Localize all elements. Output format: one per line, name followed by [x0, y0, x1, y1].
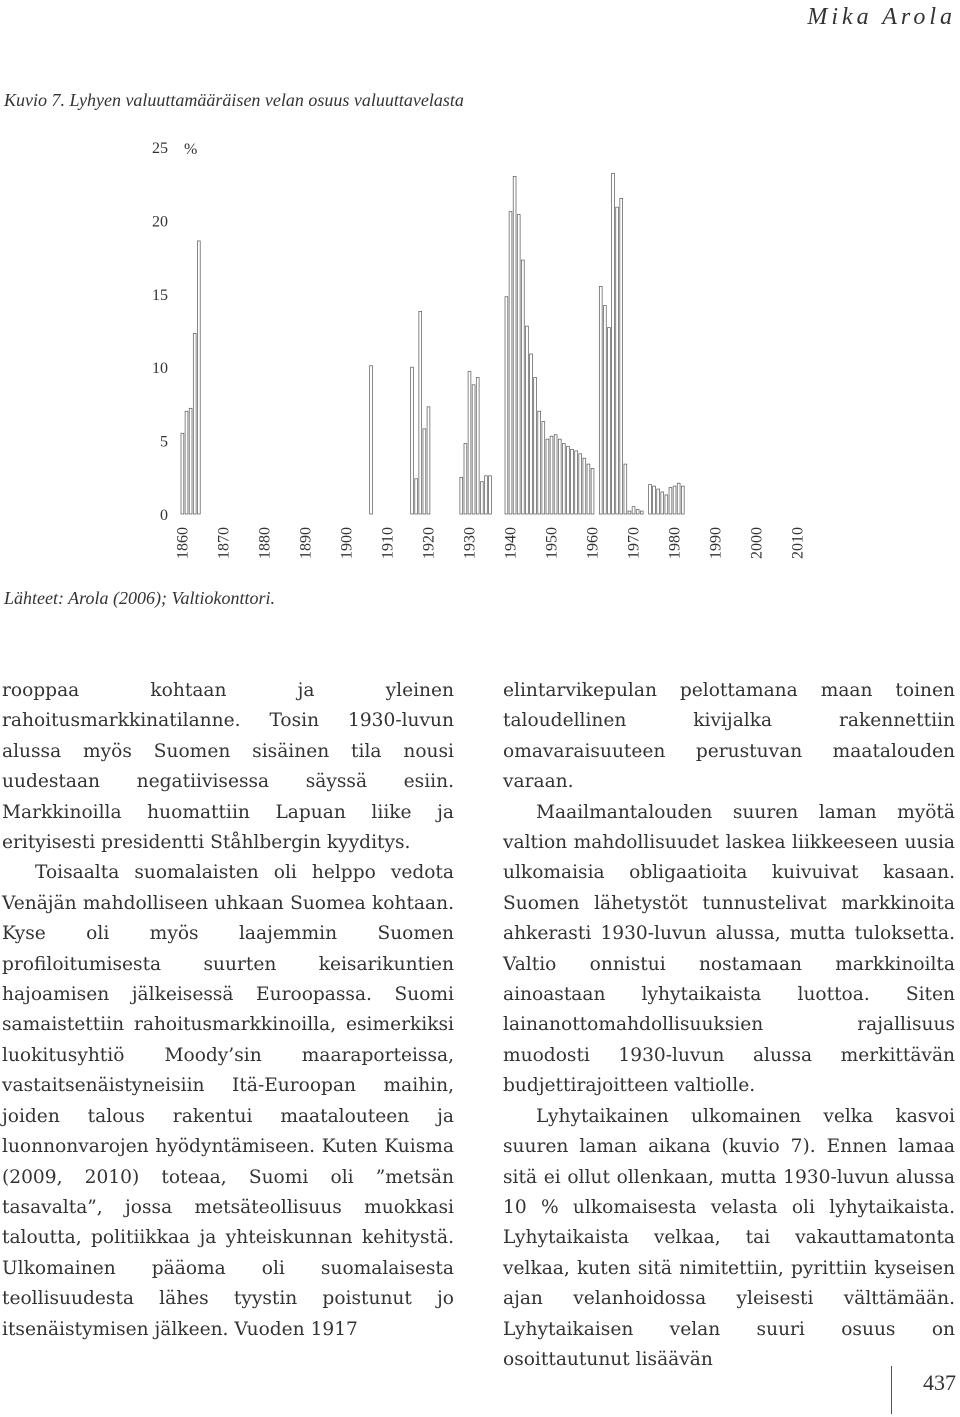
bar [661, 492, 664, 514]
bar [476, 377, 479, 514]
bar [542, 422, 545, 514]
bar [599, 286, 602, 514]
bar [632, 507, 635, 514]
y-tick-label: 10 [152, 360, 168, 378]
page-number: 437 [923, 1370, 956, 1395]
x-tick-label: 1860 [174, 527, 192, 559]
bar [591, 468, 594, 514]
paragraph: Maailmantalouden suuren laman myötä valtion mahdollisuudet laskea liikkeeseen uusia ulkomaisia obligaatioita kuivuivat kasaan. Suomen lähetystöt tunnustelivat markkinoita ahkerasti 1930-luvun alussa, mutta tuloksetta. Valtio onnistui nostamaan markkinoilta ainoastaan lyhytaikaista luottoa. Siten lainanottomahdollisuuksien rajallisuus muodosti 1930-luvun alussa merkittävän budjettirajoitteen valtiolle. [503, 801, 955, 1097]
x-tick-label: 2000 [748, 527, 766, 559]
bar [197, 241, 200, 514]
figure-caption: Kuvio 7. Lyhyen valuuttamääräisen velan osuus valuuttavelasta [4, 90, 464, 110]
y-tick-label: 15 [152, 286, 168, 304]
x-tick-label: 1950 [543, 527, 561, 559]
y-axis-unit-label: % [184, 141, 198, 158]
bar [640, 511, 643, 514]
bar [562, 444, 565, 514]
bar [534, 377, 537, 514]
y-tick-label: 0 [160, 507, 168, 524]
bar [554, 435, 557, 514]
y-tick-label: 20 [152, 213, 168, 231]
bar [489, 476, 492, 514]
bar [616, 207, 619, 514]
bar [530, 354, 533, 514]
bar [480, 482, 483, 514]
bar-chart [0, 120, 960, 580]
x-tick-label: 1870 [215, 527, 233, 559]
bar [571, 449, 574, 514]
bar [370, 366, 373, 514]
x-tick-label: 1910 [379, 527, 397, 559]
bar [193, 333, 196, 514]
bar [521, 260, 524, 514]
bar [460, 477, 463, 514]
bar [653, 486, 656, 514]
bar [612, 173, 615, 514]
paragraph: rooppaa kohtaan ja yleinen rahoitusmarkkinatilanne. Tosin 1930-luvun alussa myös Suomen sisäinen tila nousi uudestaan negatiivisessa säyssä esiin. Markkinoilla huomattiin Lapuan liike ja erityisesti presidentti Ståhlbergin kyyditys. [2, 680, 454, 854]
bar [603, 306, 606, 514]
bar [464, 444, 467, 514]
bar [546, 439, 549, 514]
bar [677, 483, 680, 514]
x-tick-label: 1940 [502, 527, 520, 559]
bar [550, 436, 553, 514]
bar [673, 486, 676, 514]
bar [517, 215, 520, 514]
x-axis [174, 527, 806, 559]
bar [185, 411, 188, 514]
x-tick-label: 1970 [625, 527, 643, 559]
bar [419, 311, 422, 514]
bar [567, 446, 570, 514]
bar [189, 408, 192, 514]
figure-source: Lähteet: Arola (2006); Valtiokonttori. [4, 588, 275, 608]
bar [538, 411, 541, 514]
bar [649, 485, 652, 514]
paragraph: Toisaalta suomalaisten oli helppo vedota Venäjän mahdolliseen uhkaan Suomea kohtaan. Kyse oli myös laajemmin Suomen profiloitumisesta suurten keisarikuntien hajoamisen jälkeisessä Euroopassa. Suomi samaistettiin rahoitusmarkkinoilla, esimerkiksi luokitusyhtiö Moody’sin maaraporteissa, vastaitsenäistyneisiin Itä-Euroopan maihin, joiden talous rakentui maatalouteen ja luonnonvarojen hyödyntämiseen. Kuten Kuisma (2009, 2010) toteaa, Suomi oli ”metsän tasavalta”, jossa metsäteollisuus muokkasi taloutta, politiikkaa ja yhteiskunnan kehitystä. Ulkomainen pääoma oli suomalaisesta teollisuudesta lähes tyystin poistunut jo itsenäistymisen jälkeen. Vuoden 1917 [2, 862, 454, 1340]
bar [681, 486, 684, 514]
bar [579, 454, 582, 514]
y-tick-label: 25 [152, 140, 168, 157]
x-tick-label: 1880 [256, 527, 274, 559]
bar [513, 176, 516, 514]
bar [669, 488, 672, 514]
bar [624, 464, 627, 514]
y-tick-label: 5 [160, 433, 168, 451]
x-tick-label: 1980 [666, 527, 684, 559]
x-tick-label: 1930 [461, 527, 479, 559]
bar [587, 464, 590, 514]
bar [636, 510, 639, 514]
bar [558, 439, 561, 514]
bar [468, 372, 471, 514]
bar [583, 458, 586, 514]
bar [484, 476, 487, 514]
x-tick-label: 1890 [297, 527, 315, 559]
bar [505, 297, 508, 514]
bar [509, 212, 512, 514]
bar [415, 479, 418, 514]
bar [575, 451, 578, 514]
bar [657, 489, 660, 514]
bar-series [181, 173, 684, 514]
paragraph: elintarvikepulan pelottamana maan toinen taloudellinen kivijalka rakennettiin omavaraisuuteen perustuvan maatalouden varaan. [503, 680, 955, 793]
bar [526, 326, 529, 514]
body-column-left [2, 676, 454, 1345]
bar [628, 511, 631, 514]
bar [608, 328, 611, 514]
page-number-rule [891, 1366, 892, 1414]
paragraph: Lyhytaikainen ulkomainen velka kasvoi suuren laman aikana (kuvio 7). Ennen lamaa sitä ei ollut ollenkaan, mutta 1930-luvun alussa 10 % ulkomaisesta velasta oli lyhytaikaista. Lyhytaikaista velkaa, tai vakauttamatonta velkaa, kuten sitä nimitettiin, pyrittiin kyseisen ajan velanhoidossa yleisesti välttämään. Lyhytaikaisen velan suuri osuus on osoittautunut lisäävän [503, 1105, 955, 1370]
bar [620, 198, 623, 514]
x-tick-label: 2010 [789, 527, 807, 559]
bar [427, 407, 430, 514]
bar [411, 367, 414, 514]
x-tick-label: 1900 [338, 527, 356, 559]
bar [472, 385, 475, 514]
x-tick-label: 1920 [420, 527, 438, 559]
bar [181, 433, 184, 514]
running-header-author: Mika Arola [807, 4, 956, 30]
x-tick-label: 1990 [707, 527, 725, 559]
x-tick-label: 1960 [584, 527, 602, 559]
body-column-right [503, 676, 955, 1375]
bar [423, 429, 426, 514]
bar [665, 495, 668, 514]
